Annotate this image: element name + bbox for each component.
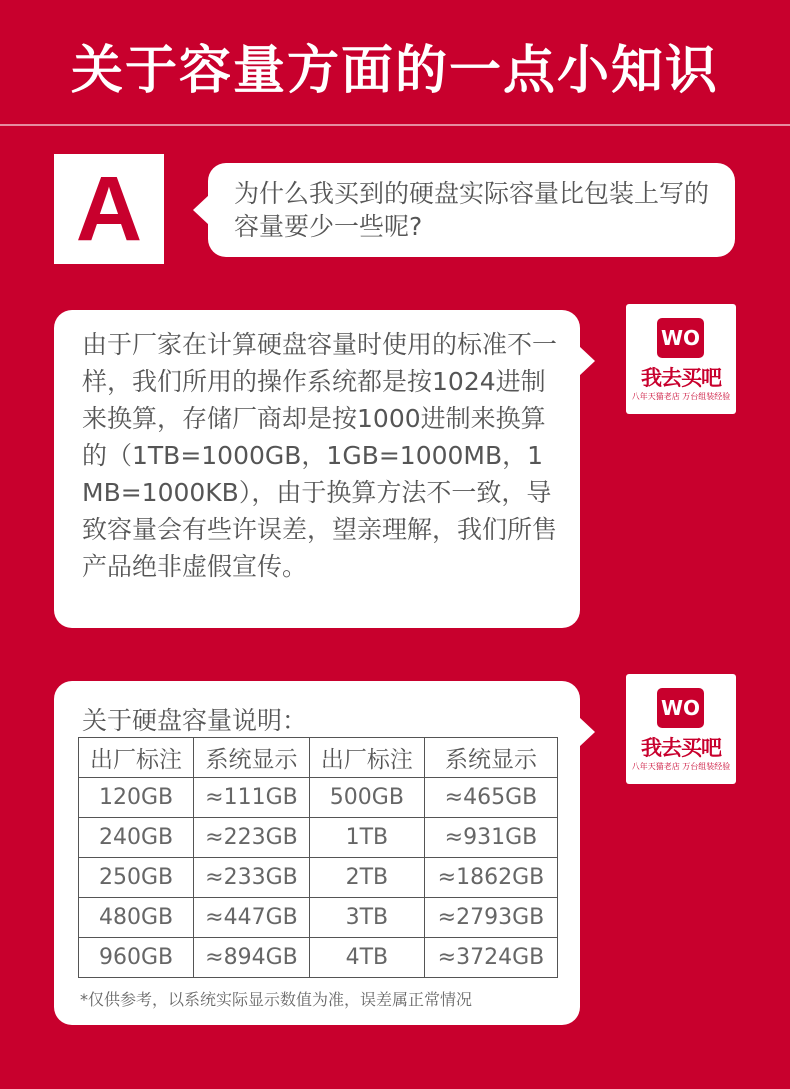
answer-bubble <box>54 310 580 628</box>
table-cell: ≈233GB <box>194 858 310 898</box>
logo-slogan: 八年天猫老店 万台组装经验 <box>631 392 731 401</box>
table-cell: 960GB <box>79 938 194 978</box>
logo-badge: WO <box>657 688 704 728</box>
header-cell: 系统显示 <box>424 738 557 778</box>
table-row <box>79 778 558 818</box>
capacity-table <box>78 737 558 978</box>
table-cell: ≈223GB <box>194 818 310 858</box>
store-logo <box>626 674 736 784</box>
capacity-note: *仅供参考，以系统实际显示数值为准，误差属正常情况 <box>80 990 473 1009</box>
table-row <box>79 858 558 898</box>
table-cell: 120GB <box>79 778 194 818</box>
table-cell: ≈111GB <box>194 778 310 818</box>
table-cell: ≈465GB <box>424 778 557 818</box>
logo-name: 我去买吧 <box>641 366 721 390</box>
header-cell: 出厂标注 <box>309 738 424 778</box>
question-text: 为什么我买到的硬盘实际容量比包装上写的容量要少一些呢? <box>234 179 710 241</box>
table-cell: 250GB <box>79 858 194 898</box>
table-cell: ≈931GB <box>424 818 557 858</box>
table-row <box>79 938 558 978</box>
capacity-bubble-tail <box>579 717 595 747</box>
logo-badge: WO <box>657 318 704 358</box>
answer-bubble-tail <box>579 346 595 376</box>
store-logo <box>626 304 736 414</box>
table-cell: 480GB <box>79 898 194 938</box>
logo-slogan: 八年天猫老店 万台组装经验 <box>631 762 731 771</box>
logo-name: 我去买吧 <box>641 736 721 760</box>
table-cell: 3TB <box>309 898 424 938</box>
table-cell: ≈894GB <box>194 938 310 978</box>
question-bubble-tail <box>193 195 209 225</box>
table-cell: ≈447GB <box>194 898 310 938</box>
table-cell: ≈3724GB <box>424 938 557 978</box>
table-cell: 500GB <box>309 778 424 818</box>
page-title: 关于容量方面的一点小知识 <box>70 41 719 101</box>
question-letter-box <box>54 154 164 264</box>
question-bubble <box>208 163 735 257</box>
table-cell: 240GB <box>79 818 194 858</box>
table-cell: 1TB <box>309 818 424 858</box>
table-cell: 4TB <box>309 938 424 978</box>
table-cell: ≈2793GB <box>424 898 557 938</box>
header-cell: 系统显示 <box>194 738 310 778</box>
title-divider <box>0 124 790 126</box>
answer-text: 由于厂家在计算硬盘容量时使用的标准不一样，我们所用的操作系统都是按1024进制来换算，存储厂商却是按1000进制来换算的（1TB=1000GB，1GB=1000MB，1MB=1000KB），由于换算方法不一致，导致容量会有些许误差，望亲理解，我们所售产品绝非虚假宣传。 <box>82 330 558 581</box>
capacity-title: 关于硬盘容量说明： <box>82 706 308 735</box>
table-header-row <box>79 738 558 778</box>
table-cell: 2TB <box>309 858 424 898</box>
table-row <box>79 818 558 858</box>
header-cell: 出厂标注 <box>79 738 194 778</box>
table-cell: ≈1862GB <box>424 858 557 898</box>
capacity-bubble <box>54 681 580 1025</box>
question-letter: A <box>75 157 143 260</box>
table-row <box>79 898 558 938</box>
